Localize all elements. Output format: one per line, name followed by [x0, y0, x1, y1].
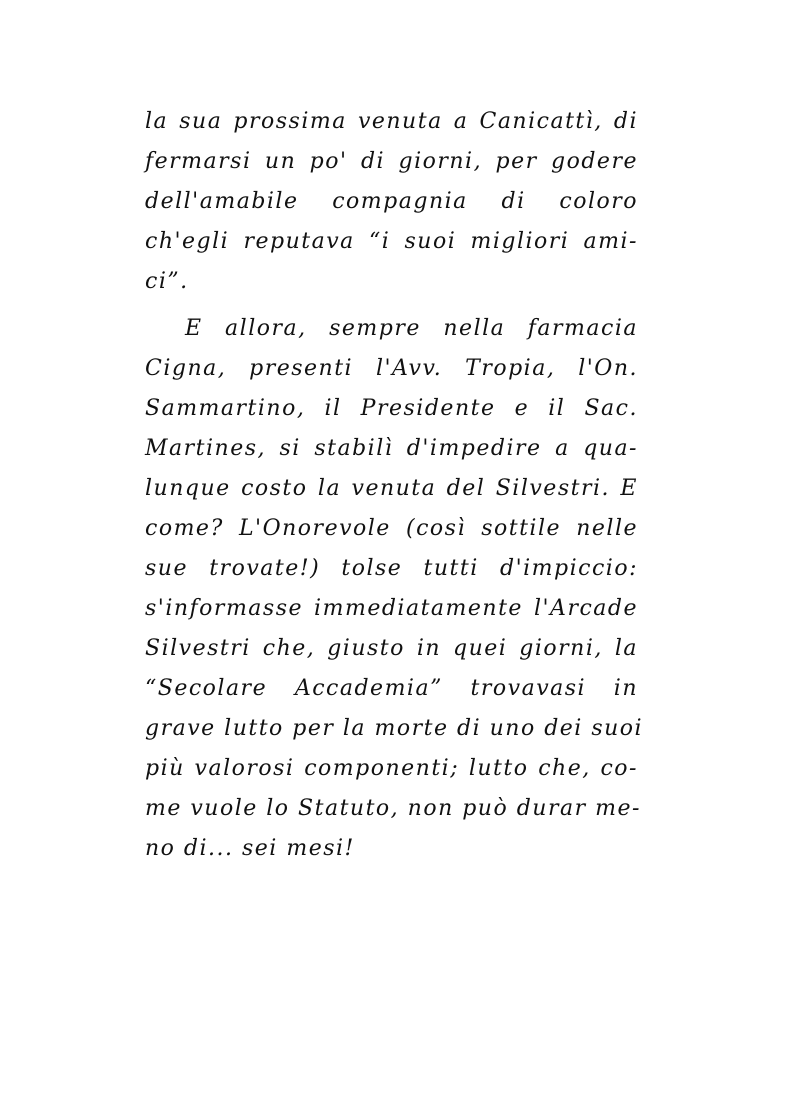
paragraph [145, 309, 644, 869]
text-line: s'informasse immediatamente l'Arcade [145, 596, 638, 621]
text-line: sue trovate!) tolse tutti d'impiccio: [145, 556, 638, 581]
paragraph [145, 102, 638, 302]
text-line: no di... sei mesi! [145, 836, 355, 861]
text-line: grave lutto per la morte di uno dei suoi [145, 716, 644, 741]
body-text [145, 102, 644, 869]
text-line: Sammartino, il Presidente e il Sac. [145, 396, 638, 421]
text-line: più valorosi componenti; lutto che, co- [145, 756, 638, 781]
text-line: “Secolare Accademia” trovavasi in [145, 676, 638, 701]
text-line: me vuole lo Statuto, non può durar me- [145, 796, 641, 821]
text-line: la sua prossima venuta a Canicattì, di [145, 109, 638, 134]
text-line: Silvestri che, giusto in quei giorni, la [145, 636, 638, 661]
text-line: fermarsi un po' di giorni, per godere [145, 149, 638, 174]
text-line: lunque costo la venuta del Silvestri. E [145, 476, 638, 501]
text-line: Martines, si stabilì d'impedire a qua- [145, 436, 638, 461]
text-line: Cigna, presenti l'Avv. Tropia, l'On. [145, 356, 638, 381]
text-line: E allora, sempre nella farmacia [185, 316, 638, 341]
text-line: come? L'Onorevole (così sottile nelle [145, 516, 638, 541]
text-line: dell'amabile compagnia di coloro [145, 189, 638, 214]
text-line: ci”. [145, 269, 189, 294]
paragraph-spacer [145, 302, 638, 309]
text-line: ch'egli reputava “i suoi migliori ami- [145, 229, 638, 254]
